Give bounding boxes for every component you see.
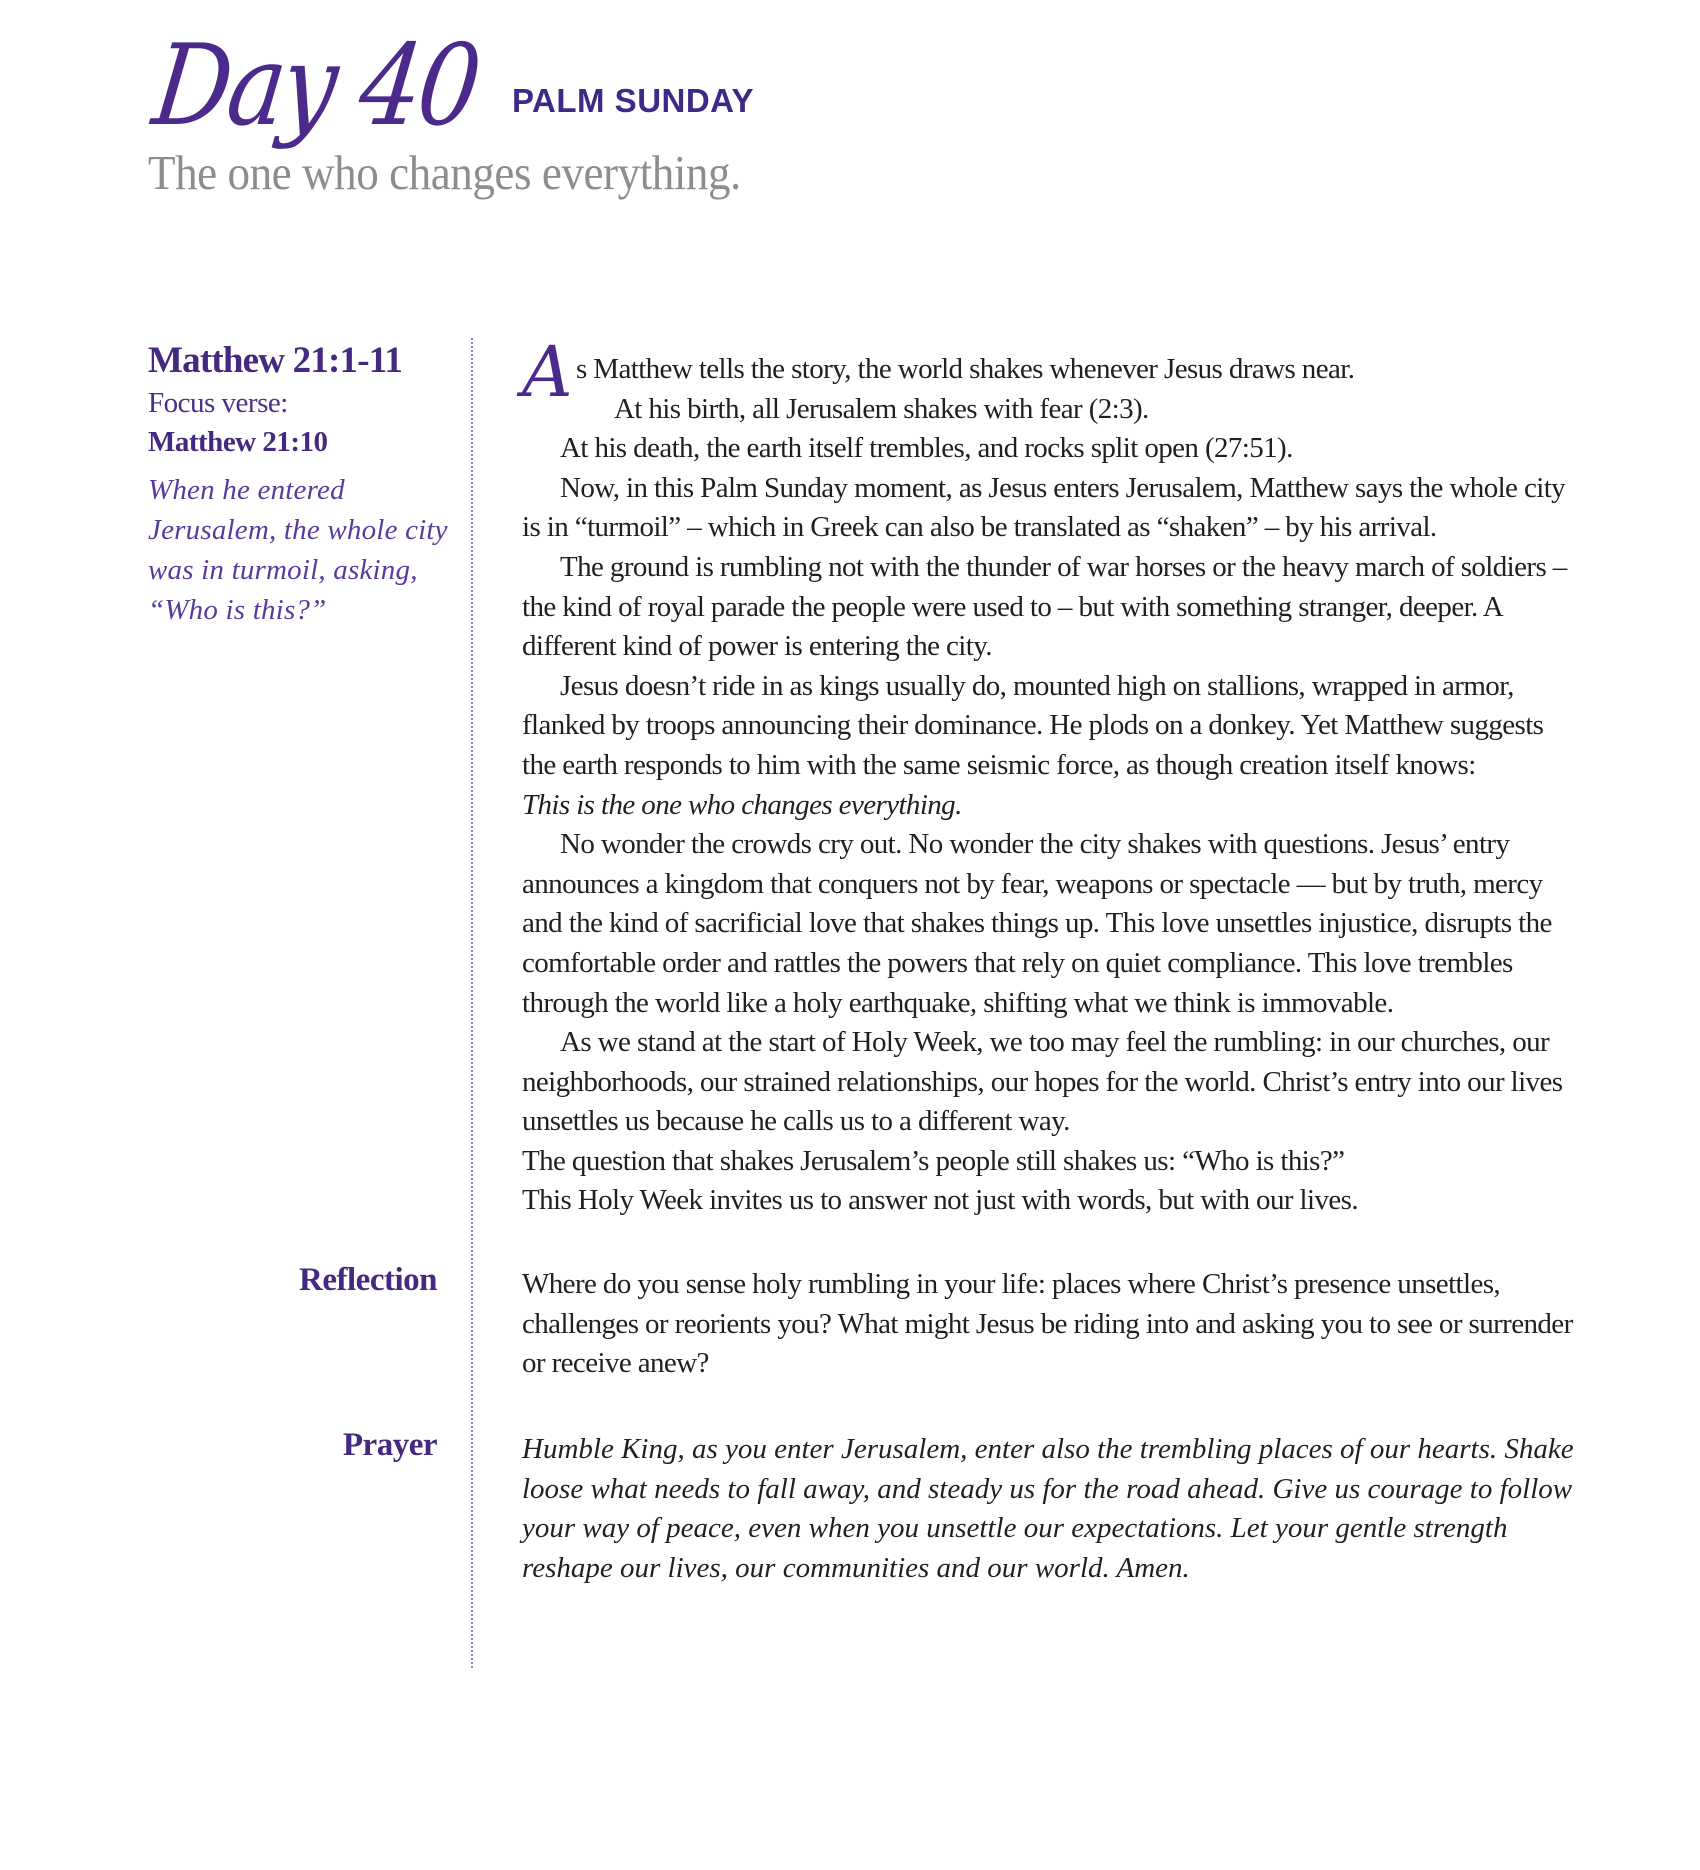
reflection-text: Where do you sense holy rumbling in your life: places where Christ’s presence unsettles, challenges or reorients you? What might Jesus be riding into and asking you to see or surrender or receive anew?: [522, 1268, 1573, 1380]
focus-verse-text: When he entered Jerusalem, the whole city was in turmoil, asking, “Who is this?”: [148, 474, 448, 626]
emphasis-line: This is the one who changes everything.: [522, 788, 962, 821]
body-paragraph: This Holy Week invites us to answer not just with words, but with our lives.: [522, 1184, 1358, 1217]
devotional-body: [522, 331, 1582, 1221]
scripture-sidebar: [148, 338, 448, 630]
paragraph-text: Jesus doesn’t ride in as kings usually do, mounted high on stallions, wrapped in armor, flanked by troops announcing their dominance. He plods on a donkey. Yet Matthew suggests the earth responds to him with the same seismic force, as though creation itself knows:: [522, 669, 1544, 781]
page-subtitle: The one who changes everything.: [148, 145, 741, 200]
focus-verse-label: Focus verse:: [148, 387, 288, 419]
body-paragraph: No wonder the crowds cry out. No wonder the city shakes with questions. Jesus’ entry announces a kingdom that conquers not by fear, weapons or spectacle — but by truth, mercy and the kind of sacrificial love that shakes things up. This love unsettles injustice, disrupts the comfortable order and rattles the powers that rely on quiet compliance. This love trembles through the world like a holy earthquake, shifting what we think is immovable.: [522, 828, 1552, 1019]
dotted-divider: [471, 338, 473, 1668]
body-paragraph: The question that shakes Jerusalem’s people still shakes us: “Who is this?”: [522, 1144, 1345, 1177]
prayer-label: Prayer: [342, 1427, 437, 1463]
reflection-label: Reflection: [299, 1262, 437, 1298]
body-paragraph: The ground is rumbling not with the thunder of war horses or the heavy march of soldiers – the kind of royal parade the people were used to – but with something stranger, deeper. A different kind of power is entering the city.: [522, 550, 1567, 663]
body-paragraph: At his birth, all Jerusalem shakes with fear (2:3).: [613, 392, 1149, 425]
prayer-text: Humble King, as you enter Jerusalem, enter also the trembling places of our hearts. Shake loose what needs to fall away, and steady us for the road ahead. Give us courage to follow your way of peace, even when you unsettle our expectations. Let your gentle strength reshape our lives, our communities and our world. Amen.: [522, 1433, 1574, 1584]
paragraph-text: s Matthew tells the story, the world shakes whenever Jesus draws near.: [575, 353, 1355, 385]
drop-cap: A: [522, 331, 572, 413]
focus-verse-reference: Matthew 21:10: [148, 426, 328, 458]
page-header: [146, 21, 1598, 201]
scripture-reference: Matthew 21:1-11: [148, 340, 403, 381]
body-paragraph: [522, 667, 1582, 825]
body-paragraph: Now, in this Palm Sunday moment, as Jesus enters Jerusalem, Matthew says the whole city is in “turmoil” – which in Greek can also be translated as “shaken” – by his arrival.: [522, 471, 1566, 544]
day-title: Day 40: [146, 21, 485, 151]
body-paragraph: As we stand at the start of Holy Week, we too may feel the rumbling: in our churches, our neighborhoods, our strained relationships, our hopes for the world. Christ’s entry into our lives unsettles us because he calls us to a different way.: [522, 1026, 1563, 1138]
body-paragraph: At his death, the earth itself trembles, and rocks split open (27:51).: [560, 432, 1293, 465]
day-row: [146, 21, 1598, 151]
day-label: PALM SUNDAY: [511, 82, 754, 119]
